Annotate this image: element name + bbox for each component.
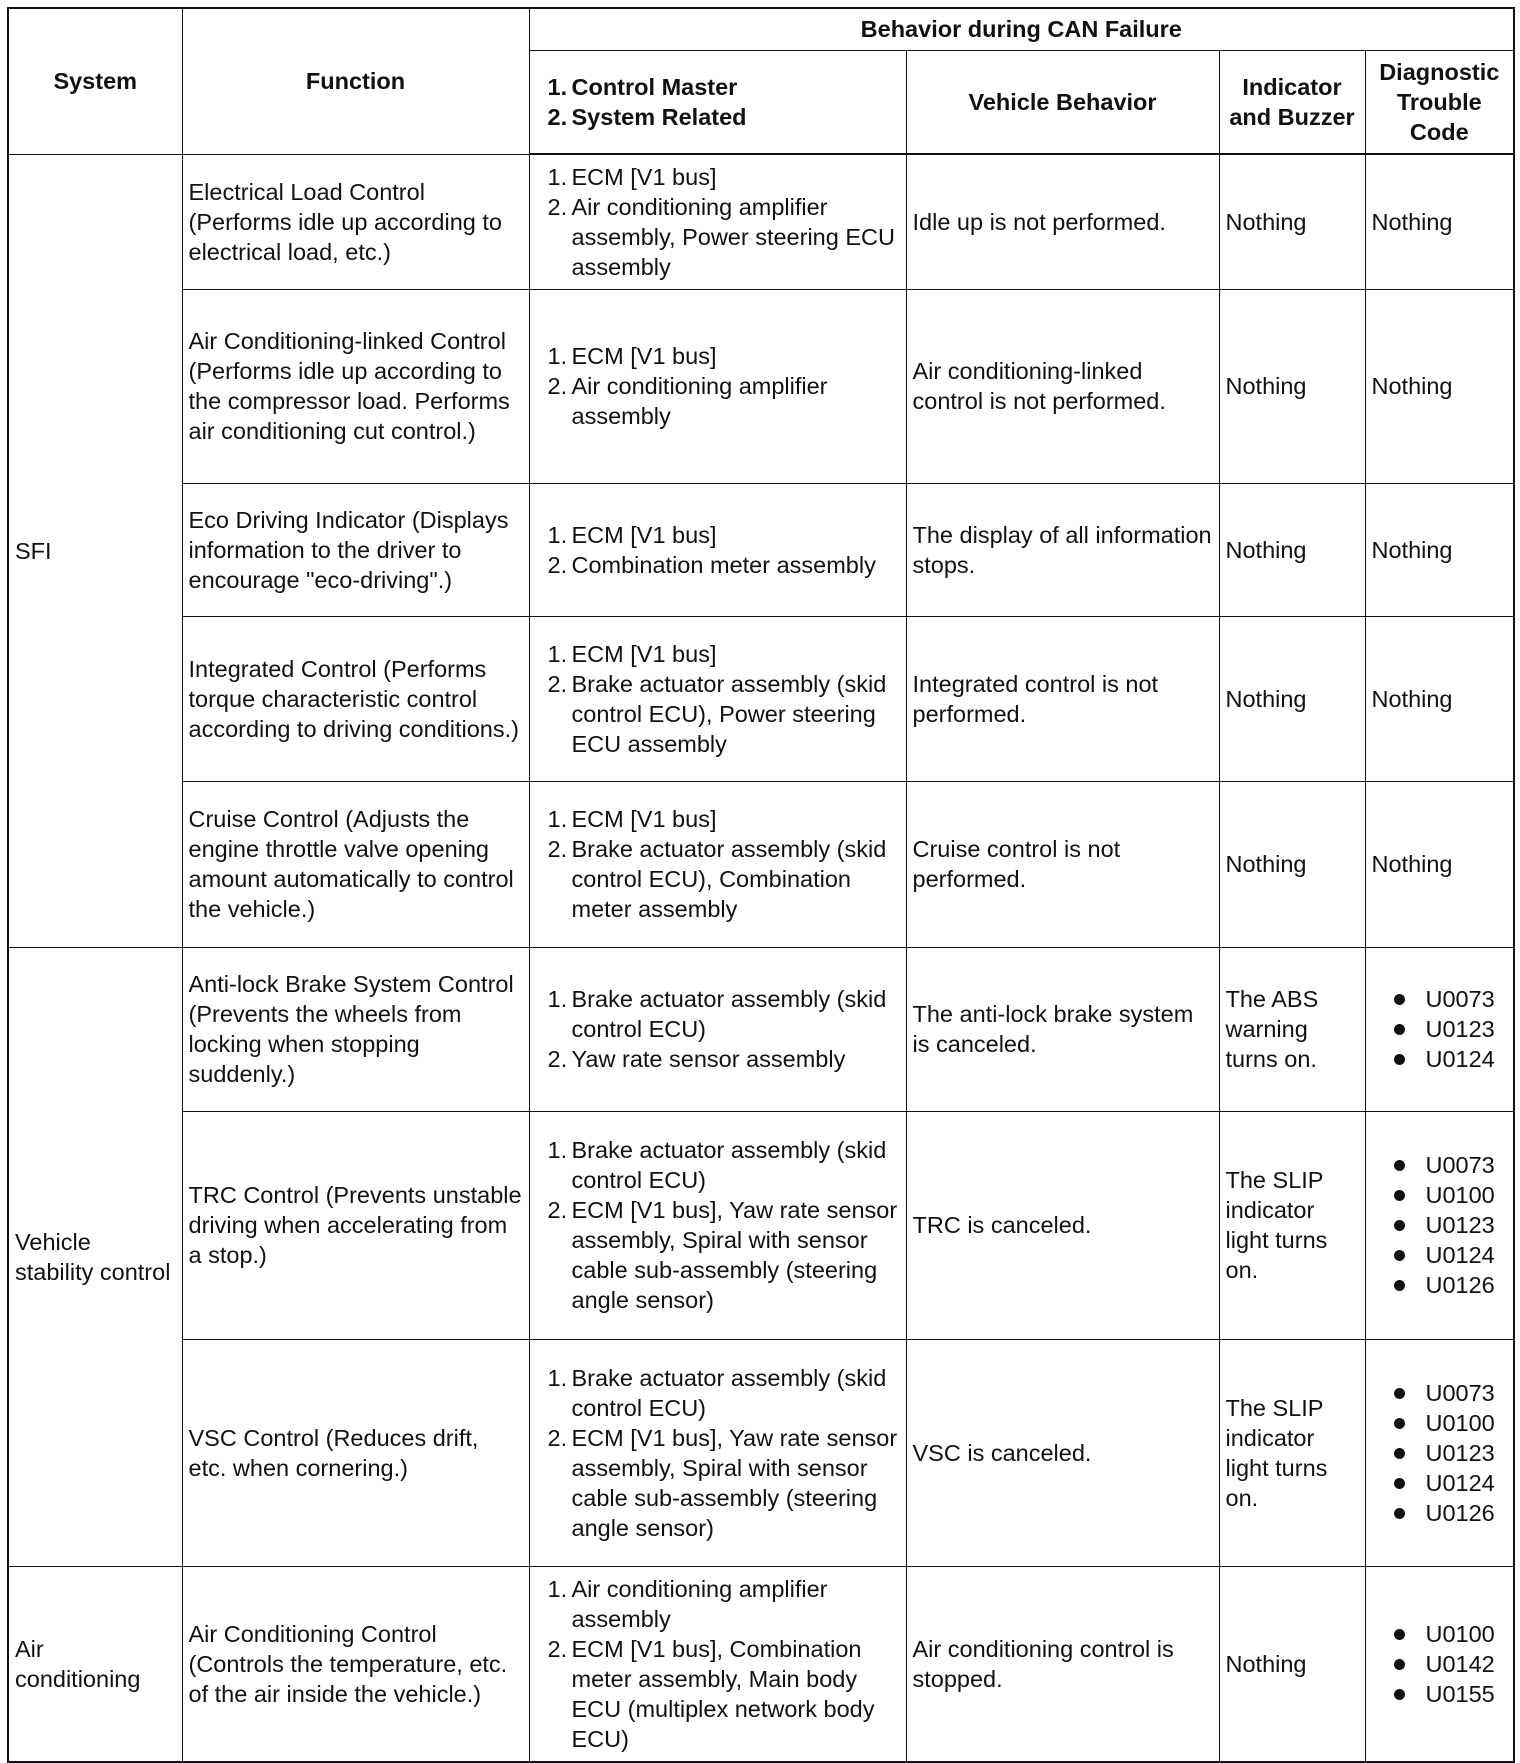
control-master-list <box>536 1574 900 1754</box>
list-number: 1. <box>547 806 568 832</box>
control-master-list <box>536 1135 900 1315</box>
control-master-cell <box>529 483 906 616</box>
control-master-item: Brake actuator assembly (skid control ECU) <box>571 986 887 1042</box>
function-cell: Eco Driving Indicator (Displays information to the driver to encourage "eco-driving".) <box>182 483 529 616</box>
vehicle-behavior-cell: Integrated control is not performed. <box>906 616 1219 781</box>
control-master-item: Air conditioning amplifier assembly, Power steering ECU assembly <box>571 193 895 280</box>
function-cell: VSC Control (Reduces drift, etc. when cornering.) <box>182 1339 529 1566</box>
list-item <box>536 1634 900 1754</box>
table-row <box>8 1111 1514 1339</box>
control-master-item: ECM [V1 bus], Combination meter assembly, Main body ECU (multiplex network body ECU) <box>571 1635 875 1752</box>
list-number: 1. <box>547 343 568 369</box>
table-row <box>8 154 1514 289</box>
list-number: 2. <box>547 551 568 578</box>
function-cell: Cruise Control (Adjusts the engine throttle valve opening amount automatically to control the vehicle.) <box>182 781 529 947</box>
indicator-cell: Nothing <box>1219 483 1365 616</box>
list-number: 2. <box>547 670 568 697</box>
dtc-cell <box>1365 947 1514 1111</box>
control-master-item: ECM [V1 bus], Yaw rate sensor assembly, Spiral with sensor cable sub-assembly (steering angle sensor) <box>571 1197 898 1313</box>
vehicle-behavior-cell: Air conditioning-linked control is not performed. <box>906 289 1219 483</box>
indicator-cell: The ABS warning turns on. <box>1219 947 1365 1111</box>
dtc-cell: Nothing <box>1365 781 1514 947</box>
list-number: 1. <box>547 1364 568 1391</box>
vehicle-behavior-cell: Air conditioning control is stopped. <box>906 1566 1219 1762</box>
control-master-cell <box>529 616 906 781</box>
dtc-code: U0124 <box>1372 1468 1508 1498</box>
list-item <box>536 550 900 580</box>
dtc-code: U0123 <box>1372 1210 1508 1240</box>
indicator-cell: The SLIP indicator light turns on. <box>1219 1111 1365 1339</box>
function-cell: Anti-lock Brake System Control (Prevents the wheels from locking when stopping suddenly.) <box>182 947 529 1111</box>
dtc-cell: Nothing <box>1365 483 1514 616</box>
list-item <box>536 1574 900 1634</box>
control-master-item: Brake actuator assembly (skid control ECU) <box>571 1364 887 1421</box>
list-item <box>536 1044 900 1074</box>
header-function: Function <box>182 8 529 154</box>
control-master-item: ECM [V1 bus] <box>571 806 717 832</box>
control-master-item: Yaw rate sensor assembly <box>571 1046 846 1072</box>
list-item <box>536 834 900 924</box>
indicator-cell: The SLIP indicator light turns on. <box>1219 1339 1365 1566</box>
function-cell: Air Conditioning-linked Control (Performs idle up according to the compressor load. Performs air conditioning cut control.) <box>182 289 529 483</box>
list-item <box>536 162 900 192</box>
dtc-code: U0126 <box>1372 1498 1508 1528</box>
dtc-code: U0073 <box>1372 1378 1508 1408</box>
header-control-master <box>529 50 906 154</box>
indicator-cell: Nothing <box>1219 154 1365 289</box>
list-number: 2. <box>547 193 568 220</box>
function-cell: Electrical Load Control (Performs idle up according to electrical load, etc.) <box>182 154 529 289</box>
dtc-cell <box>1365 1111 1514 1339</box>
list-number: 2. <box>547 373 568 399</box>
vehicle-behavior-cell: VSC is canceled. <box>906 1339 1219 1566</box>
list-number: 2. <box>547 1046 568 1072</box>
table-body <box>8 154 1514 1762</box>
vehicle-behavior-cell: The display of all information stops. <box>906 483 1219 616</box>
header-num-2: 2. <box>547 103 568 130</box>
list-item <box>536 371 900 431</box>
list-item <box>536 984 900 1044</box>
dtc-code: U0124 <box>1372 1044 1508 1074</box>
list-item <box>536 1135 900 1195</box>
table-row <box>8 1339 1514 1566</box>
list-item <box>536 341 900 371</box>
list-item <box>536 1195 900 1315</box>
function-cell: Air Conditioning Control (Controls the temperature, etc. of the air inside the vehicle.) <box>182 1566 529 1762</box>
header-behavior-group: Behavior during CAN Failure <box>529 8 1514 50</box>
control-master-list <box>536 639 900 759</box>
function-cell: TRC Control (Prevents unstable driving when accelerating from a stop.) <box>182 1111 529 1339</box>
control-master-cell <box>529 154 906 289</box>
dtc-code: U0124 <box>1372 1240 1508 1270</box>
table-row <box>8 947 1514 1111</box>
vehicle-behavior-cell: The anti-lock brake system is canceled. <box>906 947 1219 1111</box>
control-master-list <box>536 520 900 580</box>
list-item <box>536 1363 900 1423</box>
control-master-cell <box>529 947 906 1111</box>
control-master-item: Air conditioning amplifier assembly <box>571 373 828 429</box>
control-master-cell <box>529 1339 906 1566</box>
table-row <box>8 289 1514 483</box>
vehicle-behavior-cell: Cruise control is not performed. <box>906 781 1219 947</box>
function-cell: Integrated Control (Performs torque characteristic control according to driving conditions.) <box>182 616 529 781</box>
can-failure-table <box>7 7 1515 1763</box>
list-number: 1. <box>547 521 568 548</box>
control-master-item: ECM [V1 bus], Yaw rate sensor assembly, Spiral with sensor cable sub-assembly (steering angle sensor) <box>571 1424 898 1541</box>
header-dtc: Diagnostic Trouble Code <box>1365 50 1514 154</box>
control-master-cell <box>529 781 906 947</box>
list-number: 1. <box>547 640 568 667</box>
indicator-cell: Nothing <box>1219 1566 1365 1762</box>
list-number: 1. <box>547 163 568 190</box>
table-row <box>8 781 1514 947</box>
dtc-code: U0100 <box>1372 1619 1508 1649</box>
dtc-code: U0100 <box>1372 1408 1508 1438</box>
list-number: 2. <box>547 1424 568 1451</box>
list-number: 2. <box>547 836 568 862</box>
control-master-list <box>536 1363 900 1543</box>
vehicle-behavior-cell: TRC is canceled. <box>906 1111 1219 1339</box>
dtc-list <box>1372 1150 1508 1300</box>
control-master-item: Brake actuator assembly (skid control ECU), Power steering ECU assembly <box>571 670 887 757</box>
dtc-list <box>1372 984 1508 1074</box>
system-cell: SFI <box>8 154 182 947</box>
dtc-code: U0100 <box>1372 1180 1508 1210</box>
control-master-item: Brake actuator assembly (skid control ECU) <box>571 1137 887 1193</box>
header-vehicle-behavior: Vehicle Behavior <box>906 50 1219 154</box>
system-cell: Vehicle stability control <box>8 947 182 1566</box>
dtc-cell <box>1365 1566 1514 1762</box>
control-master-item: Combination meter assembly <box>571 551 876 578</box>
dtc-code: U0123 <box>1372 1438 1508 1468</box>
dtc-list <box>1372 1619 1508 1709</box>
control-master-item: Brake actuator assembly (skid control ECU), Combination meter assembly <box>571 836 887 922</box>
vehicle-behavior-cell: Idle up is not performed. <box>906 154 1219 289</box>
table-row <box>8 483 1514 616</box>
control-master-list <box>536 804 900 924</box>
control-master-item: ECM [V1 bus] <box>571 343 717 369</box>
indicator-cell: Nothing <box>1219 289 1365 483</box>
list-number: 1. <box>547 1137 568 1163</box>
control-master-list <box>536 984 900 1074</box>
header-indicator: Indicator and Buzzer <box>1219 50 1365 154</box>
control-master-item: ECM [V1 bus] <box>571 163 717 190</box>
dtc-code: U0123 <box>1372 1014 1508 1044</box>
dtc-code: U0073 <box>1372 1150 1508 1180</box>
list-number: 2. <box>547 1197 568 1223</box>
dtc-code: U0126 <box>1372 1270 1508 1300</box>
list-item <box>536 1423 900 1543</box>
dtc-list <box>1372 1378 1508 1528</box>
dtc-cell: Nothing <box>1365 154 1514 289</box>
control-master-cell <box>529 289 906 483</box>
header-control-master-label: Control Master <box>571 73 738 100</box>
table-row <box>8 1566 1514 1762</box>
list-number: 2. <box>547 1635 568 1662</box>
indicator-cell: Nothing <box>1219 616 1365 781</box>
dtc-cell: Nothing <box>1365 616 1514 781</box>
control-master-cell <box>529 1111 906 1339</box>
system-cell: Air conditioning <box>8 1566 182 1762</box>
header-system: System <box>8 8 182 154</box>
header-num-1: 1. <box>547 73 568 100</box>
list-item <box>536 639 900 669</box>
control-master-item: Air conditioning amplifier assembly <box>571 1575 828 1632</box>
dtc-cell: Nothing <box>1365 289 1514 483</box>
header-system-related-label: System Related <box>571 103 747 130</box>
dtc-code: U0155 <box>1372 1679 1508 1709</box>
list-number: 1. <box>547 1575 568 1602</box>
table-row <box>8 616 1514 781</box>
list-item <box>536 520 900 550</box>
list-number: 1. <box>547 986 568 1012</box>
control-master-cell <box>529 1566 906 1762</box>
list-item <box>536 192 900 282</box>
dtc-cell <box>1365 1339 1514 1566</box>
control-master-list <box>536 162 900 282</box>
dtc-code: U0142 <box>1372 1649 1508 1679</box>
control-master-item: ECM [V1 bus] <box>571 640 717 667</box>
control-master-item: ECM [V1 bus] <box>571 521 717 548</box>
dtc-code: U0073 <box>1372 984 1508 1014</box>
control-master-list <box>536 341 900 431</box>
list-item <box>536 804 900 834</box>
indicator-cell: Nothing <box>1219 781 1365 947</box>
list-item <box>536 669 900 759</box>
